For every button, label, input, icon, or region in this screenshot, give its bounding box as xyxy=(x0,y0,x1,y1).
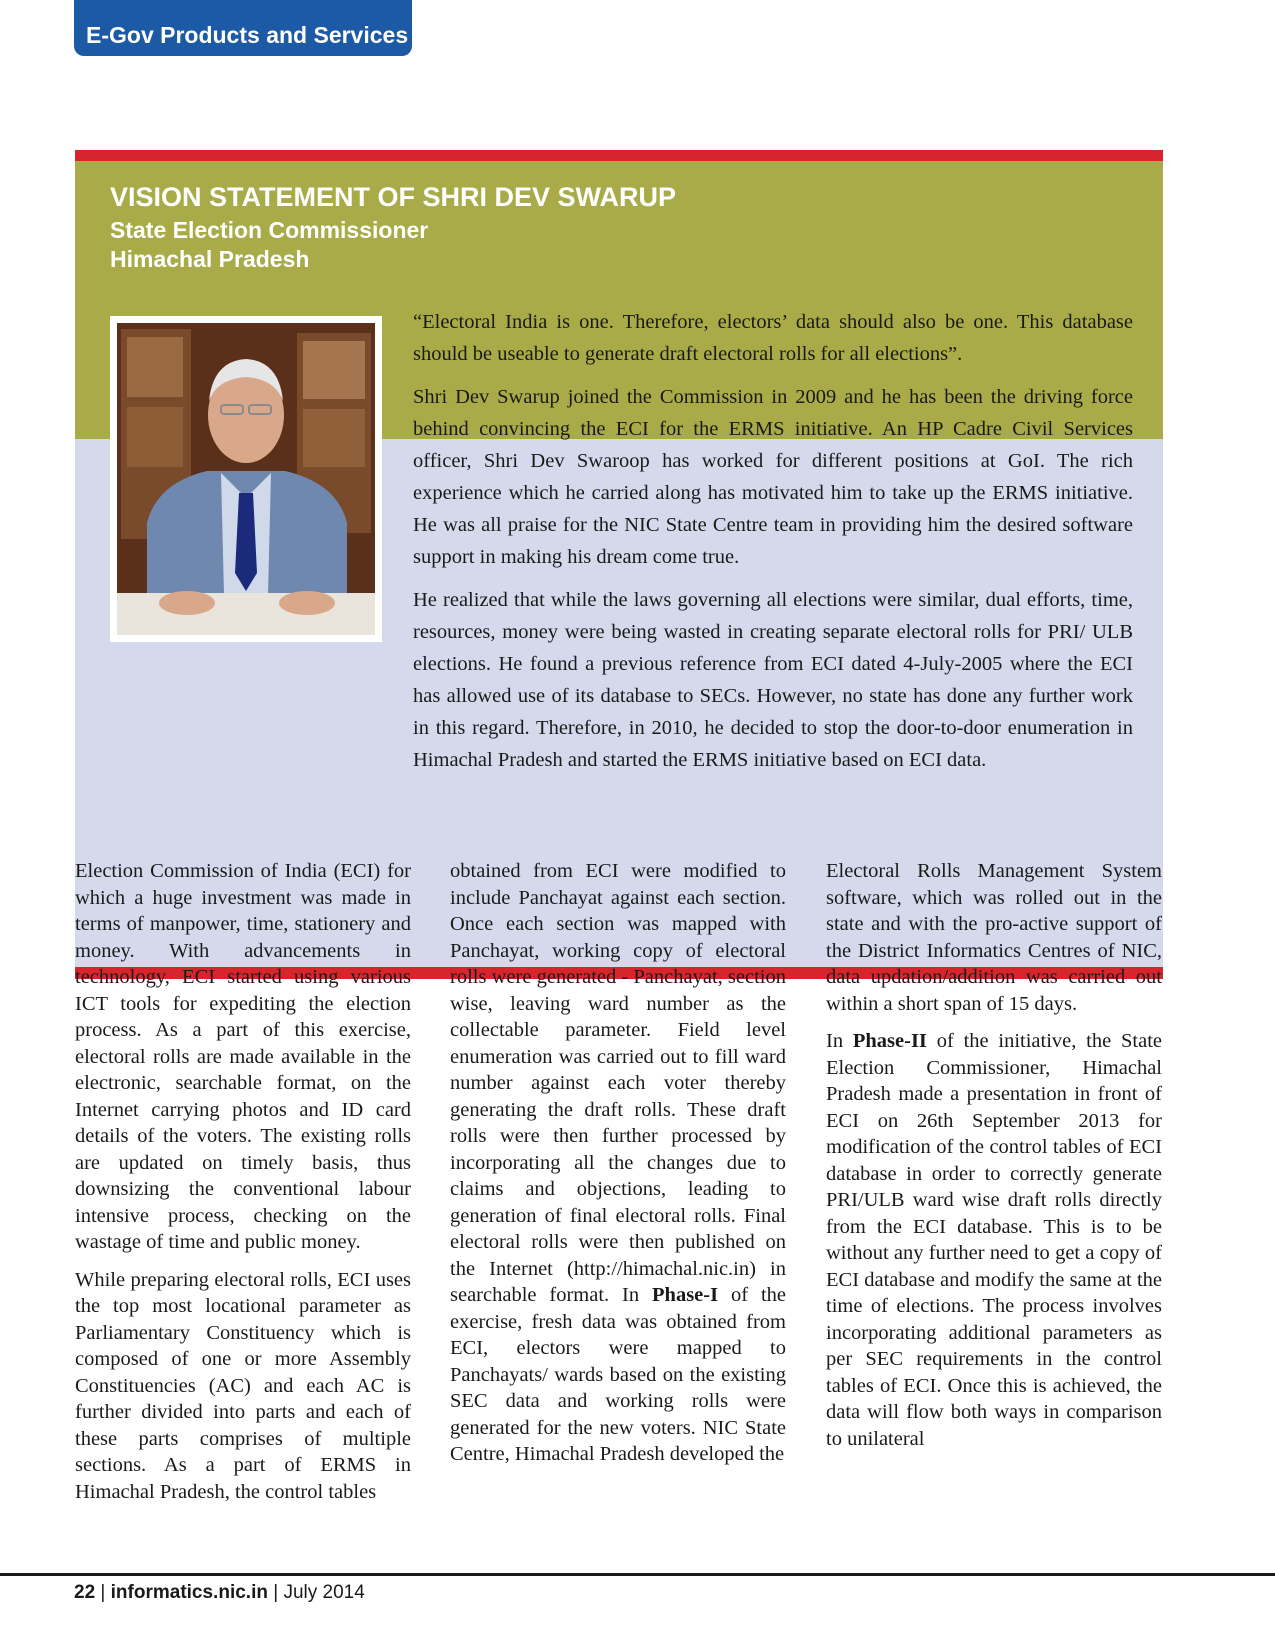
footer-separator-2: | xyxy=(267,1582,284,1603)
footer-site: informatics.nic.in xyxy=(110,1582,268,1603)
vision-quote: “Electoral India is one. Therefore, electors’ data should also be one. This database should be useable to generate draft electoral rolls for all elections”. xyxy=(413,311,1133,365)
box-subtitle: State Election Commissioner xyxy=(110,217,429,243)
column-1-paragraph-2: While preparing electoral rolls, ECI uses the top most locational parameter as Parliamentary Constituency which is composed of one or more Assembly Constituencies (AC) and each AC is further divided into parts and each of these parts comprises of multiple sections. As a part of ERMS in Himachal Pradesh, the control tables xyxy=(75,1268,411,1503)
page-footer xyxy=(74,1580,365,1606)
article-column-3 xyxy=(826,858,1162,1463)
column-3-text-b: of the initiative, the State Election Commissioner, Himachal Pradesh made a presentation in front of ECI on 26th September 2013 for modification of the control tables of ECI database in order to correctly generate PRI/ULB ward wise draft rolls directly from the ECI database. This is to be without any further need to get a copy of ECI database and modify the same at the time of elections. The process involves incorporating additional parameters as per SEC requirements in the control tables of ECI. Once this is achieved, the data will flow both ways in comparison to unilateral xyxy=(826,1030,1163,1450)
article-column-1 xyxy=(75,858,411,1516)
top-red-rule xyxy=(75,150,1163,161)
column-3-paragraph-1: Electoral Rolls Management System software, which was rolled out in the state and with the pro-active support of the District Informatics Centres of NIC, data updation/addition was carried out within a short span of 15 days. xyxy=(826,860,1162,1015)
article-column-2 xyxy=(450,858,786,1479)
column-3-text-a: In xyxy=(826,1030,853,1052)
box-title: VISION STATEMENT OF SHRI DEV SWARUP xyxy=(110,182,677,212)
phase-1-label: Phase-I xyxy=(652,1284,719,1306)
box-text xyxy=(413,306,1133,787)
footer-separator: | xyxy=(95,1582,111,1603)
portrait-image xyxy=(117,323,375,635)
column-2-paragraph xyxy=(450,858,786,1468)
column-3-paragraph-2 xyxy=(826,1028,1162,1452)
footer-date: July 2014 xyxy=(283,1582,365,1603)
column-2-text-b: of the exercise, fresh data was obtained from ECI, electors were mapped to Panchayats/ wards based on the existing SEC data and working rolls were generated for the new voters. NIC State Centre, Himachal Pradesh developed the xyxy=(450,1284,787,1465)
phase-2-label: Phase-II xyxy=(852,1030,927,1052)
page-number: 22 xyxy=(74,1582,96,1603)
column-1-paragraph-1: Election Commission of India (ECI) for which a huge investment was made in terms of manpower, time, stationery and money. With advancements in technology, ECI started using various ICT tools for expediting the election process. As a part of this exercise, electoral rolls are made available in the electronic, searchable format, on the Internet carrying photos and ID card details of the voters. The existing rolls are updated on timely basis, thus downsizing the conventional labour intensive process, checking on the wastage of time and public money. xyxy=(75,860,411,1253)
box-subtitle-location: Himachal Pradesh xyxy=(110,246,310,272)
box-paragraph-1: Shri Dev Swarup joined the Commission in 2009 and he has been the driving force behind convincing the ECI for the ERMS initiative. An HP Cadre Civil Services officer, Shri Dev Swaroop has worked for different positions at GoI. The rich experience which he carried along has motivated him to take up the ERMS initiative. He was all praise for the NIC State Centre team in providing him the desired software support in making his dream come true. xyxy=(413,386,1133,568)
column-2-text-a: obtained from ECI were modified to include Panchayat against each section. Once each section was mapped with Panchayat, working copy of electoral rolls were generated - Panchayat, section wise, leaving ward number as the collectable parameter. Field level enumeration was carried out to fill ward number against each voter thereby generating the draft rolls. These draft rolls were then further processed by incorporating all the changes due to claims and objections, leading to generation of final electoral rolls. Final electoral rolls were then published on the Internet (http://himachal.nic.in) in searchable format. In xyxy=(450,860,786,1306)
footer-rule xyxy=(0,1573,1275,1576)
box-paragraph-2: He realized that while the laws governing all elections were similar, dual efforts, time, resources, money were being wasted in creating separate electoral rolls for PRI/ ULB elections. He found a previous reference from ECI dated 4-July-2005 where the ECI has allowed use of its database to SECs. However, no state has done any further work in this regard. Therefore, in 2010, he decided to stop the door-to-door enumeration in Himachal Pradesh and started the ERMS initiative based on ECI data. xyxy=(413,589,1133,771)
portrait-photo xyxy=(110,316,382,642)
section-tab: E-Gov Products and Services xyxy=(74,0,412,56)
